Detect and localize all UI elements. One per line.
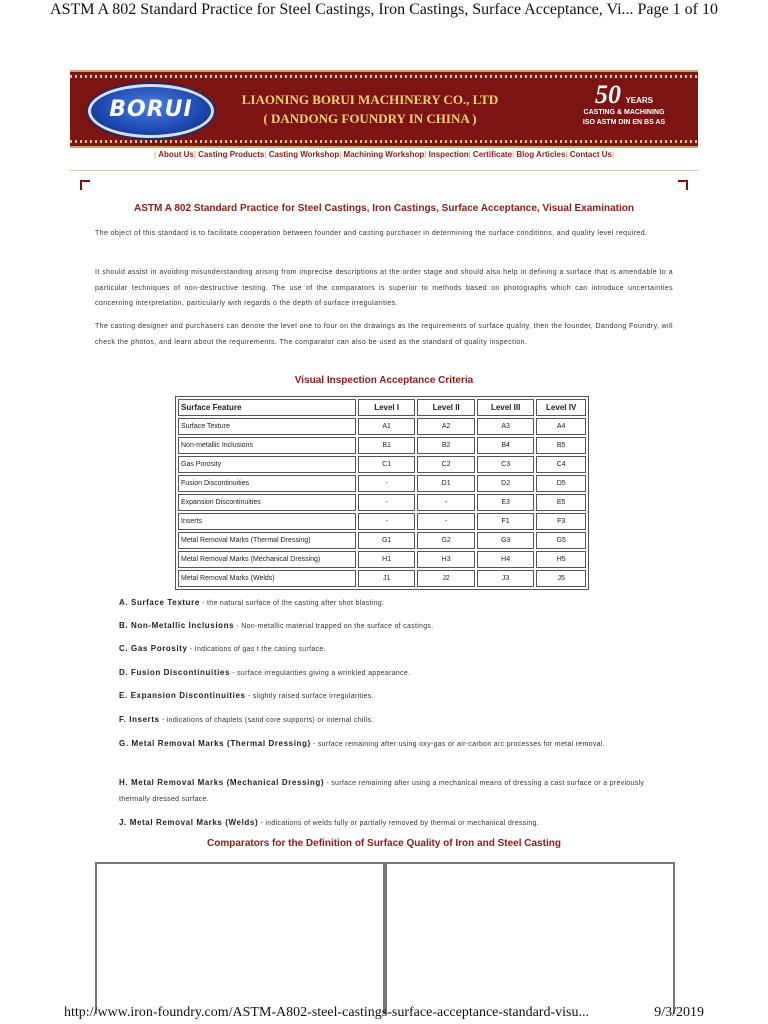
definition-item [119, 688, 659, 705]
top-nav: | About Us| Casting Products| Casting Workshop| Machining Workshop| Inspection| Certificate| Blog Articles| Contact Us| [153, 150, 615, 159]
table-cell: B1 [358, 437, 415, 454]
comparators-title: Comparators for the Definition of Surface Quality of Iron and Steel Casting [207, 838, 561, 849]
column-header: Level IV [536, 399, 586, 416]
table-cell: G2 [417, 532, 474, 549]
nav-casting-products[interactable]: Casting Products [198, 150, 265, 159]
definition-term: F. Inserts [119, 715, 160, 724]
nav-divider [70, 170, 698, 171]
definition-term: C. Gas Porosity [119, 644, 188, 653]
table-cell: C4 [536, 456, 586, 473]
definition-item [119, 665, 659, 682]
definition-term: E. Expansion Discontinuities [119, 691, 246, 700]
badge-line-2: ISO ASTM DIN EN BS AS [582, 119, 666, 126]
nav-machining-workshop[interactable]: Machining Workshop [343, 150, 425, 159]
table-cell: H1 [358, 551, 415, 568]
definition-text: - Non-metallic material trapped on the surface of castings. [234, 623, 434, 630]
table-title: Visual Inspection Acceptance Criteria [294, 375, 474, 386]
banner-border-top [70, 75, 698, 78]
table-cell: J5 [536, 570, 586, 587]
nav-contact-us[interactable]: Contact Us [569, 150, 612, 159]
print-header: ASTM A 802 Standard Practice for Steel Castings, Iron Castings, Surface Acceptance, Vi... Page 1 of 10 [50, 1, 718, 18]
page-title: ASTM A 802 Standard Practice for Steel Castings, Iron Castings, Surface Acceptance, Visual Examination [134, 203, 634, 214]
table-cell: - [417, 494, 474, 511]
table-cell: H4 [477, 551, 534, 568]
table-cell: Expansion Discontinuities [178, 494, 356, 511]
table-cell: B5 [536, 437, 586, 454]
site-banner [70, 70, 698, 148]
table-cell: D5 [536, 475, 586, 492]
table-cell: A4 [536, 418, 586, 435]
definition-text: - indications of welds fully or partially removed by thermal or mechanical dressing. [258, 820, 539, 827]
definition-item [119, 712, 659, 729]
table-cell: C3 [477, 456, 534, 473]
acceptance-criteria-table [175, 396, 589, 590]
paragraph-2: It should assist in avoiding misunderstanding arising from imprecise descriptions at the order stage and should also help in defining a surface that is amendable to a particular techniques of non-destructive testing. The use of the comparators is superior to methods based on photographs which can introduce uncertainties concerning interpretation, particularly with regards o the depth of surface irregularities. [95, 269, 673, 307]
definition-term: A. Surface Texture [119, 598, 200, 607]
definition-text: - surface remaining after using oxy-gas or air-carbon arc processes for metal removal. [310, 741, 605, 748]
badge-number: 50 [594, 80, 621, 109]
nav-casting-workshop[interactable]: Casting Workshop [268, 150, 340, 159]
definition-item [119, 641, 659, 658]
table-cell: Non-metallic Inclusions [178, 437, 356, 454]
table-cell: Gas Porosity [178, 456, 356, 473]
table-row [178, 418, 586, 435]
table-cell: - [358, 513, 415, 530]
table-cell: J1 [358, 570, 415, 587]
table-cell: B2 [417, 437, 474, 454]
table-cell: Metal Removal Marks (Mechanical Dressing) [178, 551, 356, 568]
logo-text: BORUI [109, 97, 193, 122]
paragraph-3: The casting designer and purchasers can denote the level one to four on the drawings as the requirements of surface quality, then the founder, Dandong Foundry, will check the photos, and learn about the requirements. The comparator can also be used as the standard of quality inspection. [95, 323, 673, 346]
table-header-row [178, 399, 586, 416]
table-cell: H5 [536, 551, 586, 568]
table-cell: F1 [477, 513, 534, 530]
column-header: Surface Feature [178, 399, 356, 416]
definition-term: H. Metal Removal Marks (Mechanical Dressing) [119, 778, 325, 787]
banner-border-bottom [70, 140, 698, 143]
table-cell: A1 [358, 418, 415, 435]
table-cell: G1 [358, 532, 415, 549]
table-row [178, 570, 586, 587]
definition-term: G. Metal Removal Marks (Thermal Dressing) [119, 739, 311, 748]
table-cell: G5 [536, 532, 586, 549]
content-corner-left [80, 180, 90, 190]
definition-item [119, 736, 659, 753]
column-header: Level II [417, 399, 474, 416]
company-name [240, 90, 500, 128]
definition-text: - surface remaining after using a mechanical means of dressing a cast surface or a previously thermally dressed surface. [119, 780, 645, 803]
content-corner-right [678, 180, 688, 190]
table-cell: Inserts [178, 513, 356, 530]
definition-item [119, 595, 659, 612]
definition-text: - indications of chaplets (sand core supports) or internal chills. [159, 717, 374, 724]
definition-term: J. Metal Removal Marks (Welds) [119, 818, 259, 827]
table-cell: G3 [477, 532, 534, 549]
table-cell: F3 [536, 513, 586, 530]
definition-text: - slightly raised surface irregularities. [245, 693, 374, 700]
badge-years: YEARS [625, 96, 653, 105]
definition-text: - Indications of gas t the casing surface. [187, 646, 326, 653]
fifty-years-badge [564, 82, 684, 128]
table-cell: J2 [417, 570, 474, 587]
footer-url: http://www.iron-foundry.com/ASTM-A802-steel-castings-surface-acceptance-standard-visu... [64, 1005, 589, 1020]
table-row [178, 532, 586, 549]
table-cell: H3 [417, 551, 474, 568]
table-row [178, 551, 586, 568]
comparator-image-frame [95, 862, 385, 1014]
definition-term: B. Non-Metallic Inclusions [119, 621, 235, 630]
table-row [178, 513, 586, 530]
definition-item [119, 815, 659, 832]
table-cell: Surface Texture [178, 418, 356, 435]
column-header: Level III [477, 399, 534, 416]
table-row [178, 456, 586, 473]
table-row [178, 437, 586, 454]
definition-item [119, 618, 659, 635]
company-line-2: ( DANDONG FOUNDRY IN CHINA ) [263, 111, 477, 126]
company-line-1: LIAONING BORUI MACHINERY CO., LTD [241, 92, 499, 107]
table-cell: C1 [358, 456, 415, 473]
table-cell: - [417, 513, 474, 530]
print-footer [0, 1003, 768, 1023]
table-cell: D2 [477, 475, 534, 492]
table-cell: B4 [477, 437, 534, 454]
table-cell: A2 [417, 418, 474, 435]
table-cell: Fusion Discontinuities [178, 475, 356, 492]
definition-term: D. Fusion Discontinuities [119, 668, 231, 677]
nav-about-us[interactable]: About Us [158, 150, 194, 159]
table-row [178, 475, 586, 492]
table-row [178, 494, 586, 511]
table-cell: - [358, 494, 415, 511]
table-cell: A3 [477, 418, 534, 435]
table-cell: - [358, 475, 415, 492]
column-header: Level I [358, 399, 415, 416]
table-cell: Metal Removal Marks (Thermal Dressing) [178, 532, 356, 549]
borui-logo[interactable] [88, 84, 214, 138]
definition-item [119, 775, 659, 807]
table-cell: J3 [477, 570, 534, 587]
nav-inspection[interactable]: Inspection [428, 150, 469, 159]
paragraph-1: The object of this standard is to facilitate cooperation between founder and casting purchaser in determining the surface conditions, and quality level required. [95, 230, 648, 237]
definition-text: - surface irregularities giving a wrinkled appearance. [230, 670, 411, 677]
badge-line-1: CASTING & MACHINING [583, 109, 665, 116]
comparator-image-frame [385, 862, 675, 1014]
table-cell: E3 [477, 494, 534, 511]
table-cell: Metal Removal Marks (Welds) [178, 570, 356, 587]
table-cell: E5 [536, 494, 586, 511]
nav-blog-articles[interactable]: Blog Articles [516, 150, 566, 159]
table-cell: C2 [417, 456, 474, 473]
footer-date: 9/3/2019 [654, 1005, 704, 1020]
nav-certificate[interactable]: Certificate [472, 150, 513, 159]
definition-text: - the natural surface of the casting after shot blasting. [199, 600, 385, 607]
table-cell: D1 [417, 475, 474, 492]
